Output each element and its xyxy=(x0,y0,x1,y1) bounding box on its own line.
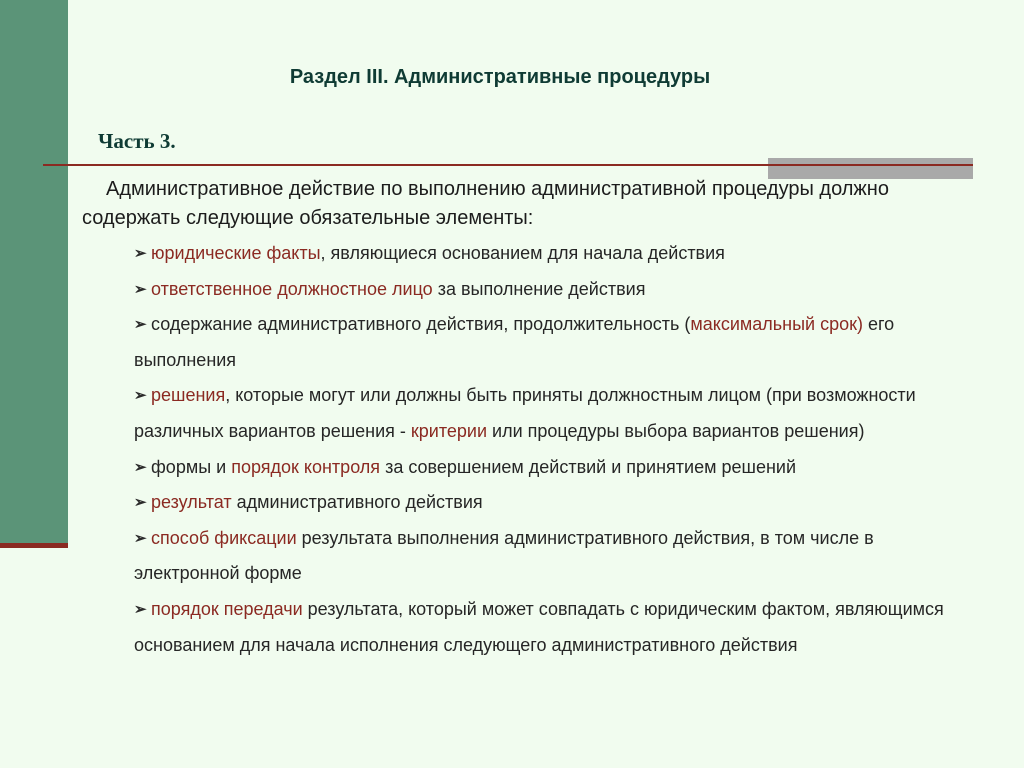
highlighted-term: порядок передачи xyxy=(151,598,303,619)
intro-paragraph: Административное действие по выполнению административной процедуры должно содержать следующие обязательные элементы: xyxy=(82,178,889,229)
arrow-bullet-icon: ➢ xyxy=(134,458,147,476)
arrow-bullet-icon: ➢ xyxy=(134,600,147,618)
highlighted-term: решения xyxy=(151,385,226,406)
list-item xyxy=(134,592,954,663)
list-item xyxy=(134,272,954,308)
arrow-bullet-icon: ➢ xyxy=(134,494,147,512)
highlighted-term: порядок контроля xyxy=(231,456,381,477)
part-label: Часть 3. xyxy=(98,129,176,153)
elements-list xyxy=(134,236,954,663)
list-item xyxy=(134,485,954,521)
section-title: Раздел III. Административные процедуры xyxy=(289,66,711,88)
highlighted-term: максимальный срок) xyxy=(690,314,863,335)
left-decor-line xyxy=(0,543,68,548)
highlighted-term: критерии xyxy=(410,420,488,441)
item-text: или процедуры выбора вариантов решения) xyxy=(487,420,865,441)
item-text: за выполнение действия xyxy=(432,278,646,299)
item-text: результата выполнения административного действия, в том числе в электронной форме xyxy=(134,527,874,584)
item-text: результата, который может совпадать с юридическим фактом, являющимся основанием для начала исполнения следующего административного действия xyxy=(134,598,944,655)
highlighted-term: результат xyxy=(151,492,232,513)
list-item xyxy=(134,378,954,449)
item-text: административного действия xyxy=(231,492,483,513)
arrow-bullet-icon: ➢ xyxy=(134,316,147,334)
highlighted-term: ответственное должностное лицо xyxy=(151,278,433,299)
item-text: , являющиеся основанием для начала действия xyxy=(320,243,725,263)
arrow-bullet-icon: ➢ xyxy=(134,387,147,405)
highlighted-term: способ фиксации xyxy=(151,527,297,548)
item-text: формы и xyxy=(151,456,232,477)
list-item xyxy=(134,307,954,378)
arrow-bullet-icon: ➢ xyxy=(134,529,147,547)
item-text: содержание административного действия, продолжительность ( xyxy=(151,314,691,335)
divider-accent-line xyxy=(768,164,973,166)
list-item xyxy=(134,236,954,272)
highlighted-term: юридические факты xyxy=(151,243,321,263)
arrow-bullet-icon: ➢ xyxy=(134,280,147,298)
item-text: его выполнения xyxy=(134,314,895,370)
arrow-bullet-icon: ➢ xyxy=(134,245,147,262)
item-text: , которые могут или должны быть приняты должностным лицом (при возможности различных вариантов решения - xyxy=(134,385,916,441)
list-item xyxy=(134,450,954,486)
item-text: за совершением действий и принятием решений xyxy=(380,456,797,477)
list-item xyxy=(134,521,954,592)
